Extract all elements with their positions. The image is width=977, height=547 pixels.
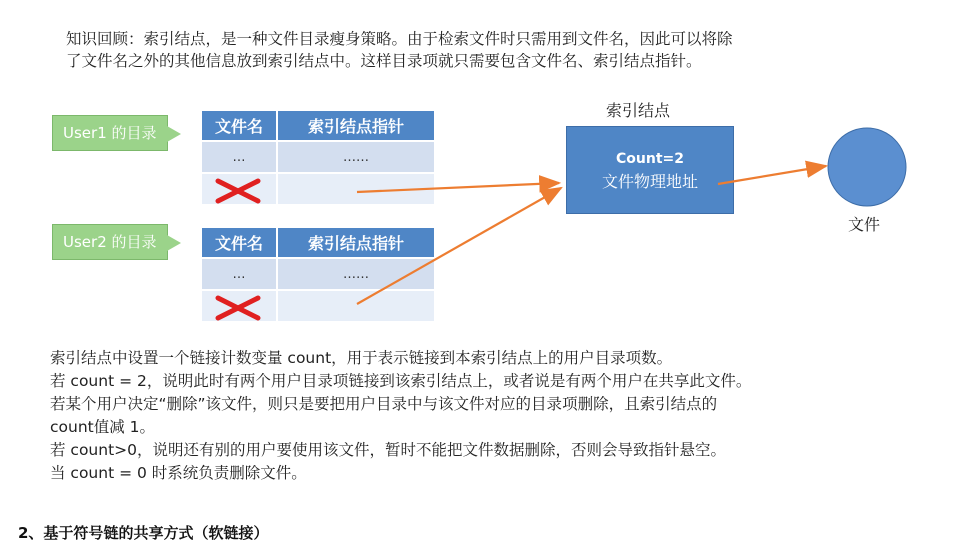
intro-line-1: 知识回顾：索引结点，是一种文件目录瘦身策略。由于检索文件时只需用到文件名，因此可以将除 [66,30,733,48]
user1-pointer-arrow [357,183,559,192]
user2-row1-pointer: …… [277,258,435,290]
file-label: 文件 [848,215,881,234]
user2-row1-filename: … [202,258,277,290]
explanation-paragraph [50,347,950,485]
intro-line-2: 了文件名之外的其他信息放到索引结点中。这样目录项就只需要包含文件名、索引结点指针。 [66,52,702,70]
section-heading: 2、基于符号链的共享方式（软链接） [18,524,269,542]
explanation-line-4: count值减 1。 [50,418,156,436]
explanation-line-6: 当 count = 0 时系统负责删除文件。 [50,464,307,482]
file-circle [828,128,906,206]
user1-row1-pointer: …… [277,141,435,173]
inode-title: 索引结点 [606,101,671,120]
user2-delete-cross-icon [218,298,258,318]
explanation-line-5: 若 count>0，说明还有别的用户要使用该文件，暂时不能把文件数据删除，否则会导致指针悬空。 [50,441,727,459]
user2-directory-callout: User2 的目录 [52,224,168,260]
user2-pointer-arrow [357,188,561,304]
user1-row1-filename: … [202,141,277,173]
user1-col-inode-pointer: 索引结点指针 [277,111,435,141]
user2-col-filename: 文件名 [202,228,277,258]
inode-physical-address: 文件物理地址 [601,172,698,191]
inode-count: Count=2 [616,151,684,167]
user1-delete-cross-icon [218,181,258,201]
explanation-line-1: 索引结点中设置一个链接计数变量 count，用于表示链接到本索引结点上的用户目录项数。 [50,349,673,367]
explanation-line-2: 若 count = 2，说明此时有两个用户目录项链接到该索引结点上，或者说是有两个用户在共享此文件。 [50,372,752,390]
user1-directory-callout: User1 的目录 [52,115,168,151]
user2-col-inode-pointer: 索引结点指针 [277,228,435,258]
inode-to-file-arrow [718,166,826,184]
explanation-line-3: 若某个用户决定“删除”该文件，则只是要把用户目录中与该文件对应的目录项删除，且索引结点的 [50,395,718,413]
user1-col-filename: 文件名 [202,111,277,141]
